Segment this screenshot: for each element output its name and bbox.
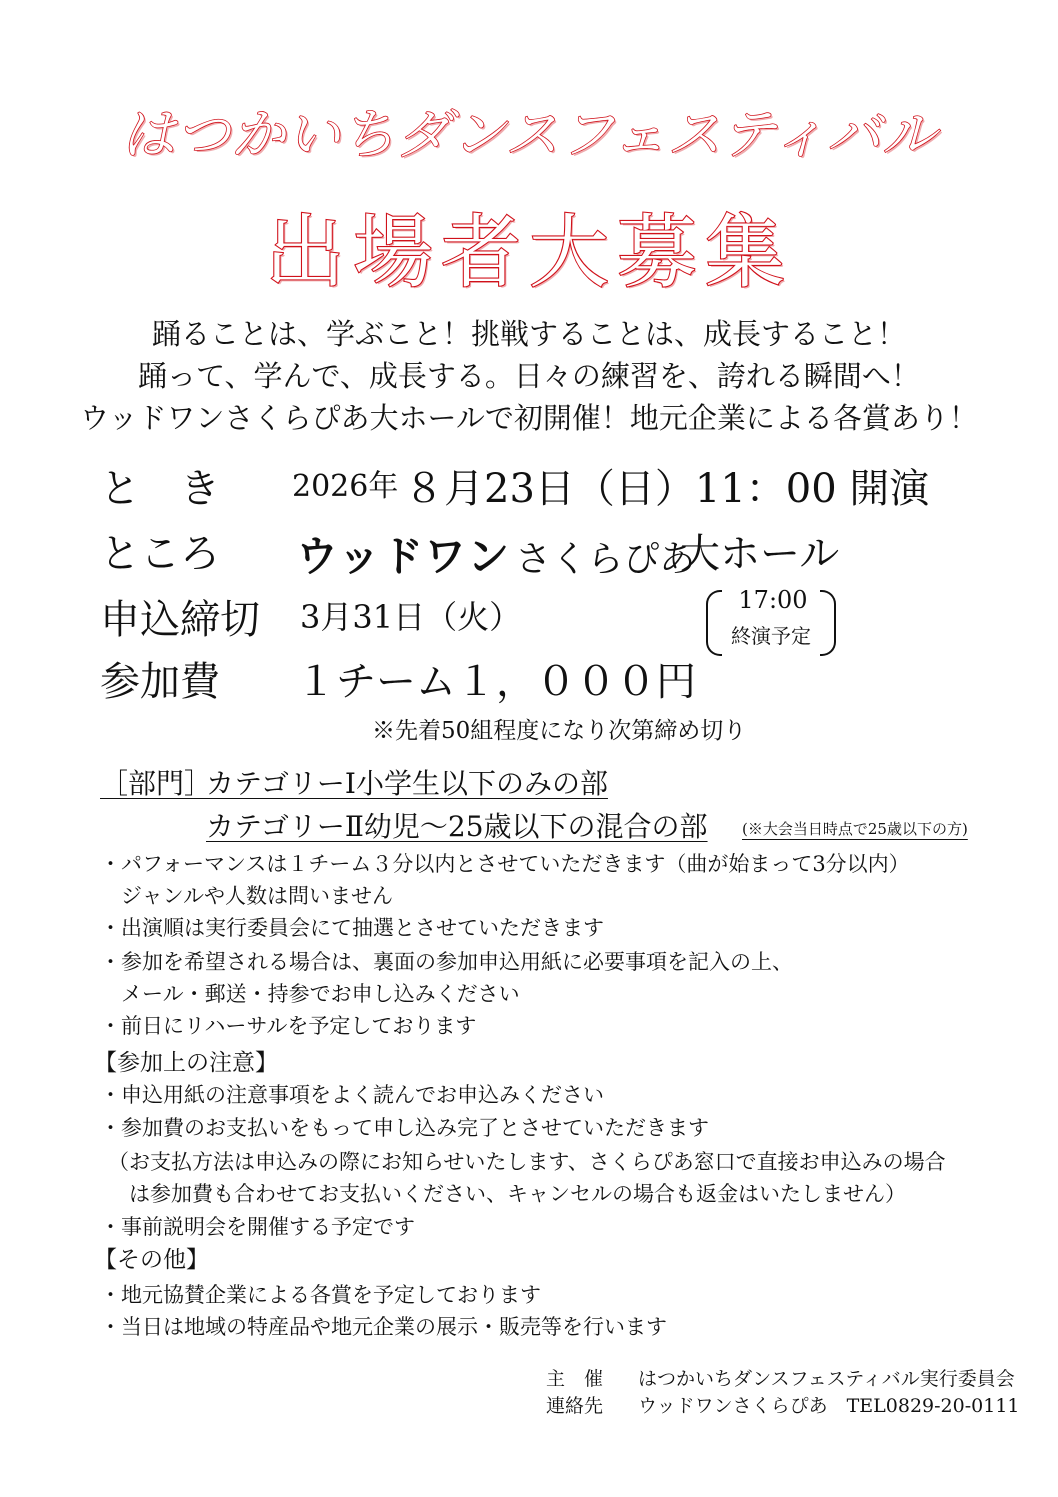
organizer-label: 主 催 [546,1368,604,1390]
other-heading: 【その他】 [94,1247,209,1273]
tagline-2: 踊って、学んで、成長する。日々の練習を、誇れる瞬間へ！ [138,359,920,393]
date-label: と き [100,466,220,512]
end-note: 終演予定 [731,624,811,648]
bullet-apply-methods: メール・郵送・持参でお申し込みください [100,982,520,1006]
contact-info: ウッドワンさくらぴあ TEL0829-20-0111 [638,1395,1020,1417]
note-item: は参加費も合わせてお支払いください、キャンセルの場合も返金はいたしません） [108,1182,906,1206]
festival-title: はつかいちダンスフェスティバル [121,103,937,166]
venue-logo-sub: さくらぴあ [515,539,696,580]
tagline-1: 踊ることは、学ぶこと！挑戦することは、成長すること！ [151,317,906,351]
bullet-performance: ・パフォーマンスは１チーム３分以内とさせていただきます（曲が始まって3分以内） [100,852,910,876]
bullet-genre: ジャンルや人数は問いません [100,884,394,908]
venue-logo-main: ウッドワン [296,532,511,581]
other-item: ・当日は地域の特産品や地元企業の展示・販売等を行います [100,1315,667,1339]
note-item: ・事前説明会を開催する予定です [100,1215,415,1239]
fee-note: ※先着50組程度になり次第締め切り [372,718,747,744]
contact-label: 連絡先 [546,1395,604,1417]
bullet-order: ・出演順は実行委員会にて抽選とさせていただきます [100,916,604,940]
note-item: ・申込用紙の注意事項をよく読んでお申込みください [100,1083,604,1107]
bullet-apply: ・参加を希望される場合は、裏面の参加申込用紙に必要事項を記入の上、 [100,950,793,974]
note-item: （お支払方法は申込みの際にお知らせいたします、さくらぴあ窓口で直接お申込みの場合 [108,1150,946,1174]
division-category-2: カテゴリーⅡ幼児～25歳以下の混合の部 [206,810,708,843]
note-item: ・参加費のお支払いをもって申し込み完了とさせていただきます [100,1116,709,1140]
other-item: ・地元協賛企業による各賞を予定しております [100,1283,541,1307]
fee-value: １チーム１，０００円 [296,659,696,705]
tagline-3: ウッドワンさくらぴあ大ホールで初開催！地元企業による各賞あり！ [80,401,978,435]
division-label: ［部門］ [100,767,213,800]
bullet-rehearsal: ・前日にリハーサルを予定しております [100,1014,477,1038]
date-year: 2026年 [292,469,399,504]
place-label: ところ [100,531,220,577]
deadline-label: 申込締切 [100,597,260,643]
venue-hall: 大ホール [680,531,840,577]
recruitment-headline: 出場者大募集 [265,206,793,299]
venue-logo [296,524,695,584]
division-category-2-note: (※大会当日時点で25歳以下の方) [742,820,968,838]
fee-label: 参加費 [100,659,220,705]
date-value: ８月23日（日）11：00 開演 [404,466,930,512]
organizer-name: はつかいちダンスフェスティバル実行委員会 [638,1368,1015,1390]
end-time: 17:00 [738,586,808,614]
notes-heading: 【参加上の注意】 [94,1050,278,1076]
deadline-value: 3月31日（火） [300,598,522,636]
division-category-1: カテゴリーⅠ小学生以下のみの部 [206,767,608,800]
